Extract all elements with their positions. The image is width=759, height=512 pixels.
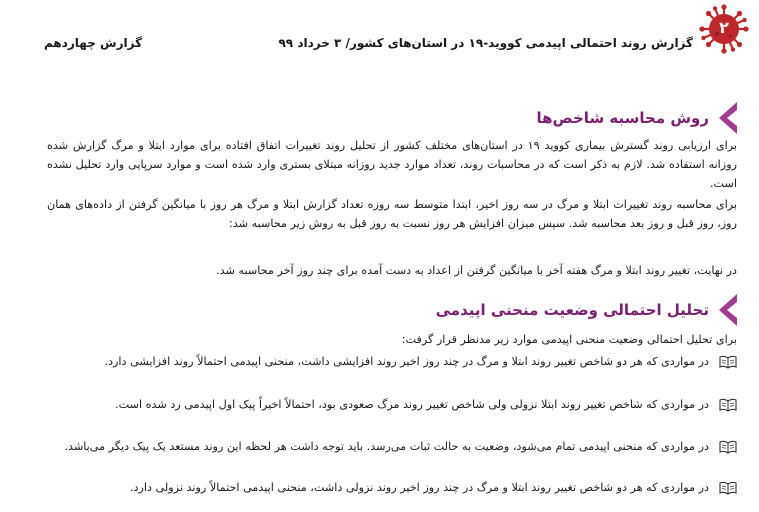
bullet-text: در مواردی که هر دو شاخص تغییر روند ابتلا و مرگ در چند روز اخیر روند نزولی داشت، منحنی اپیدمی احتمالاً روند نزولی دارد. — [129, 481, 709, 494]
open-book-icon — [719, 355, 737, 369]
bullet-text: در مواردی که منحنی اپیدمی تمام می‌شود، وضعیت به حالت ثبات می‌رسد. باید توجه داشت هر لحظه این روند مستعد یک پیک دیگر می‌باشد. — [64, 440, 709, 453]
method-paragraph-1: برای ارزیابی روند گسترش بیماری کووید ۱۹ در استان‌های مختلف کشور از تحلیل روند تغییرات اتفاق افتاده برای موارد ابتلا و مرگ گزارش شده روزانه استفاده شد. لازم به ذکر است که در محاسبات روند، تعداد موارد جدید روزانه مبتلای بستری وارد شده است و موارد سرپایی وارد تحلیل نشده است. — [47, 139, 737, 190]
header-title: گزارش روند احتمالی اپیدمی کووید-۱۹ در استان‌های کشور/ ۳ خرداد ۹۹ — [278, 36, 693, 50]
chevron-left-icon — [715, 100, 741, 136]
chevron-left-icon — [715, 292, 741, 328]
list-item — [47, 395, 737, 414]
list-item — [47, 478, 737, 497]
method-paragraph-2: برای محاسبه روند تغییرات ابتلا و مرگ در سه روز اخیر، ابتدا متوسط سه روزه تعداد گزارش ابتلا و مرگ هر روز با میانگین گرفتن از داده‌های همان روز، روز قبل و روز بعد محاسبه شد. سپس میزان افزایش هر روز نسبت به روز قبل به روش زیر محاسبه شد: — [47, 198, 737, 230]
method-paragraph-3: در نهایت، تغییر روند ابتلا و مرگ هفته آخر با میانگین گرفتن از اعداد به دست آمده برای چند روز آخر محاسبه شد. — [216, 264, 737, 277]
bullet-text: در مواردی که هر دو شاخص تغییر روند ابتلا و مرگ در چند روز اخیر روند افزایشی داشت، منحنی اپیدمی احتمالاً روند افزایشی دارد. — [104, 355, 709, 368]
list-item — [47, 437, 737, 456]
report-label: گزارش چهاردهم — [44, 36, 143, 50]
section-title-method: روش محاسبه شاخص‌ها — [536, 109, 709, 127]
section-heading-analysis — [436, 292, 741, 328]
open-book-icon — [719, 440, 737, 454]
page-number: ۲ — [719, 18, 729, 37]
list-item — [47, 352, 737, 371]
section-heading-method — [537, 100, 742, 136]
bullet-text: در مواردی که شاخص تغییر روند ابتلا نزولی ولی شاخص تغییر روند مرگ صعودی بود، احتمالاً اخیراً پیک اول اپیدمی رد شده است. — [115, 398, 709, 411]
section-title-analysis: تحلیل احتمالی وضعیت منحنی اپیدمی — [435, 301, 709, 319]
analysis-intro: برای تحلیل احتمالی وضعیت منحنی اپیدمی موارد زیر مدنظر قرار گرفت: — [401, 333, 737, 346]
open-book-icon — [719, 398, 737, 412]
open-book-icon — [719, 481, 737, 495]
page-header — [0, 0, 759, 70]
